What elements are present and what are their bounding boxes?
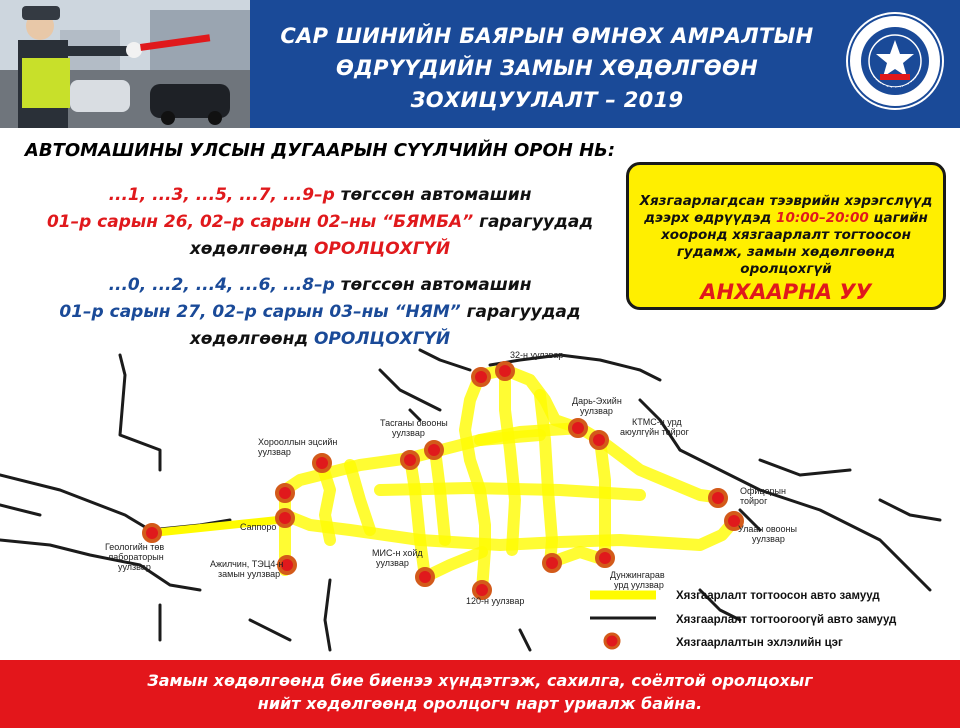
start-point-marker bbox=[570, 420, 586, 436]
legend-unrestricted: Хязгаарлалт тогтоогоогүй авто замууд bbox=[676, 614, 897, 626]
label-mis-2: уулзвар bbox=[376, 558, 409, 568]
label-sapporo: Саппоро bbox=[240, 522, 277, 532]
even-tail: төгссөн автомашин bbox=[334, 275, 532, 295]
label-geology-2: лабораторын bbox=[108, 552, 164, 562]
start-point-marker bbox=[597, 550, 613, 566]
title-line-1: САР ШИНИЙН БАЯРЫН ӨМНӨХ АМРАЛТЫН bbox=[280, 24, 814, 48]
start-point-marker bbox=[473, 369, 489, 385]
odd-dates: 01–р сарын 26, 02–р сарын 02–ны “БЯМБА” bbox=[46, 212, 474, 232]
even-days-suffix: гарагуудад bbox=[460, 302, 581, 322]
label-ajilchin-2: замын уулзвар bbox=[218, 569, 281, 579]
start-point-marker bbox=[417, 569, 433, 585]
map-legend bbox=[590, 590, 897, 649]
notice-box bbox=[626, 162, 946, 310]
label-tasgan-2: уулзвар bbox=[392, 428, 425, 438]
header-banner bbox=[0, 0, 960, 128]
odd-days-suffix: гарагуудад bbox=[473, 212, 594, 232]
label-dunjingarav: Дунжингарав bbox=[610, 570, 665, 580]
footer-line-2: нийт хөдөлгөөнд оролцогч нарт уриалж байна. bbox=[257, 694, 703, 713]
even-ban: ОРОЛЦОХГҮЙ bbox=[313, 329, 451, 349]
start-point-marker bbox=[426, 442, 442, 458]
start-point-marker bbox=[314, 455, 330, 471]
notice-emphasis: АНХААРНА УУ bbox=[700, 280, 872, 304]
label-dari: Дарь-Эхийн bbox=[572, 396, 622, 406]
start-point-marker bbox=[277, 485, 293, 501]
label-dari-2: уулзвар bbox=[580, 406, 613, 416]
title-line-2: ӨДРҮҮДИЙН ЗАМЫН ХӨДӨЛГӨӨН bbox=[335, 56, 758, 80]
legend-start-point-icon bbox=[605, 634, 619, 648]
header-photo-traffic-police bbox=[0, 0, 250, 128]
notice-line-3: хооронд хязгаарлалт тогтоосон bbox=[661, 227, 911, 243]
odd-move: хөдөлгөөнд bbox=[189, 239, 314, 259]
start-point-marker bbox=[144, 525, 160, 541]
notice-line-1: Хязгаарлагдсан тээврийн хэрэгслүүд bbox=[639, 193, 933, 209]
label-32: 32-н уулзвар bbox=[510, 350, 564, 360]
label-khoroolol-2: уулзвар bbox=[258, 447, 291, 457]
footer-line-1: Замын хөдөлгөөнд бие биенээ хүндэтгэж, сахилга, соёлтой оролцохыг bbox=[147, 671, 813, 690]
footer-banner bbox=[0, 660, 960, 728]
label-geology: Геологийн төв bbox=[105, 542, 165, 552]
emblem-text: TRANSPORTATION POL bbox=[863, 65, 929, 95]
label-geology-3: уулзвар bbox=[118, 562, 151, 572]
notice-line-2 bbox=[629, 210, 943, 227]
label-tasgan: Тасганы овооны bbox=[380, 418, 448, 428]
label-mis: МИС-н хойд bbox=[372, 548, 423, 558]
start-point-marker bbox=[497, 363, 513, 379]
label-ulaan-2: уулзвар bbox=[752, 534, 785, 544]
notice-line-2b: цагийн bbox=[868, 210, 928, 226]
label-ulaan: Улаан овооны bbox=[738, 524, 797, 534]
start-point-marker bbox=[591, 432, 607, 448]
title-line-3: ЗОХИЦУУЛАЛТ – 2019 bbox=[410, 88, 684, 112]
label-ajilchin: Ажилчин, ТЭЦ4-н bbox=[210, 559, 284, 569]
notice-line-4: гудамж, замын хөдөлгөөнд оролцохгүй bbox=[676, 244, 896, 277]
even-dates: 01–р сарын 27, 02–р сарын 03–ны “НЯМ” bbox=[59, 302, 461, 322]
even-move: хөдөлгөөнд bbox=[189, 329, 314, 349]
restricted-roads bbox=[285, 370, 735, 590]
label-officer: Офицерын bbox=[740, 486, 786, 496]
odd-tail: төгссөн автомашин bbox=[334, 185, 532, 205]
notice-line-2a: дээрх өдрүүдэд bbox=[644, 210, 777, 226]
odd-plate-rule bbox=[0, 182, 640, 263]
label-dunjingarav-2: урд уулзвар bbox=[614, 580, 664, 590]
plate-rule-heading: АВТОМАШИНЫ УЛСЫН ДУГААРЫН СҮҮЛЧИЙН ОРОН НЬ: bbox=[24, 140, 616, 161]
transportation-police-emblem-logo bbox=[846, 12, 944, 110]
even-digits: ...0, ...2, ...4, ...6, ...8–р bbox=[108, 275, 335, 295]
label-ktms: КТМС-н урд bbox=[632, 417, 682, 427]
start-point-marker bbox=[277, 510, 293, 526]
label-khoroolol: Хорооллын эцсийн bbox=[258, 437, 338, 447]
start-point-marker bbox=[402, 452, 418, 468]
notice-time: 10:00–20:00 bbox=[776, 210, 869, 226]
legend-start-point: Хязгаарлалтын эхлэлийн цэг bbox=[676, 637, 843, 649]
label-120: 120-н уулзвар bbox=[466, 596, 525, 606]
start-point-marker bbox=[710, 490, 726, 506]
odd-digits: ...1, ...3, ...5, ...7, ...9–р bbox=[108, 185, 335, 205]
page-title bbox=[262, 20, 832, 116]
label-officer-2: тойрог bbox=[740, 496, 768, 506]
start-point-marker bbox=[544, 555, 560, 571]
label-ktms-2: аюулгүйн тойрог bbox=[620, 427, 689, 437]
legend-restricted: Хязгаарлалт тогтоосон авто замууд bbox=[676, 590, 880, 602]
road-map bbox=[0, 340, 960, 658]
odd-ban: ОРОЛЦОХГҮЙ bbox=[313, 239, 451, 259]
